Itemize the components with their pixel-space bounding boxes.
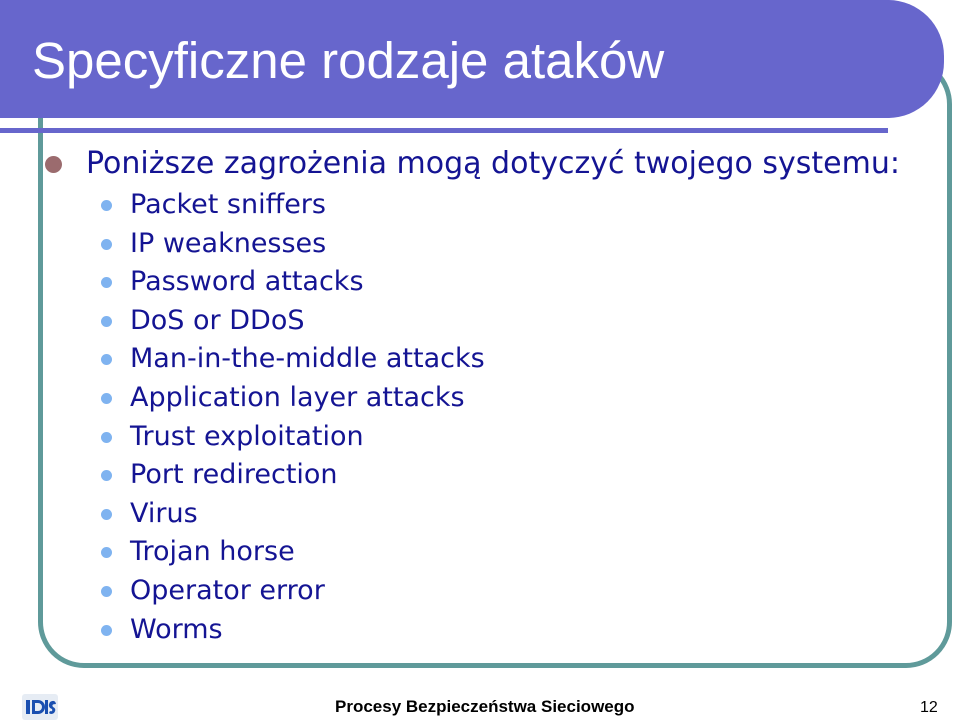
list-item-text: Password attacks <box>130 266 364 298</box>
list-item-text: Virus <box>130 497 198 529</box>
main-bullet-text: Poniższe zagrożenia mogą dotyczyć twojego systemu: <box>86 146 900 181</box>
list-item-text: Operator error <box>130 574 325 606</box>
list-item-text: Worms <box>130 613 223 645</box>
page-title: Specyficzne rodzaje ataków <box>32 32 665 89</box>
title-underline <box>0 128 888 133</box>
footer-text: Procesy Bezpieczeństwa Sieciowego <box>335 697 635 716</box>
list-item-text: Packet sniffers <box>130 189 326 220</box>
list-item-text: Application layer attacks <box>130 381 465 413</box>
bullet-dot-icon <box>101 509 112 520</box>
bullet-dot-icon <box>101 586 112 597</box>
bullet-dot-icon <box>101 200 112 211</box>
page-number: 12 <box>920 699 938 716</box>
bullet-dot-icon <box>101 625 112 636</box>
list-item-text: Man-in-the-middle attacks <box>130 343 485 375</box>
bullet-dot-icon <box>101 393 112 404</box>
list-item-text: Trojan horse <box>130 536 295 568</box>
title-bar <box>0 0 944 118</box>
list-item-text: Trust exploitation <box>130 420 364 452</box>
list-item-text: DoS or DDoS <box>130 304 305 336</box>
bullet-dot-icon <box>101 432 112 443</box>
list-item-text: Port redirection <box>130 459 338 491</box>
bullet-dot-icon <box>45 156 62 173</box>
bullet-dot-icon <box>101 239 112 250</box>
dis-logo-icon <box>22 694 58 720</box>
list-item-text: IP weaknesses <box>130 227 327 259</box>
bullet-dot-icon <box>101 316 112 327</box>
